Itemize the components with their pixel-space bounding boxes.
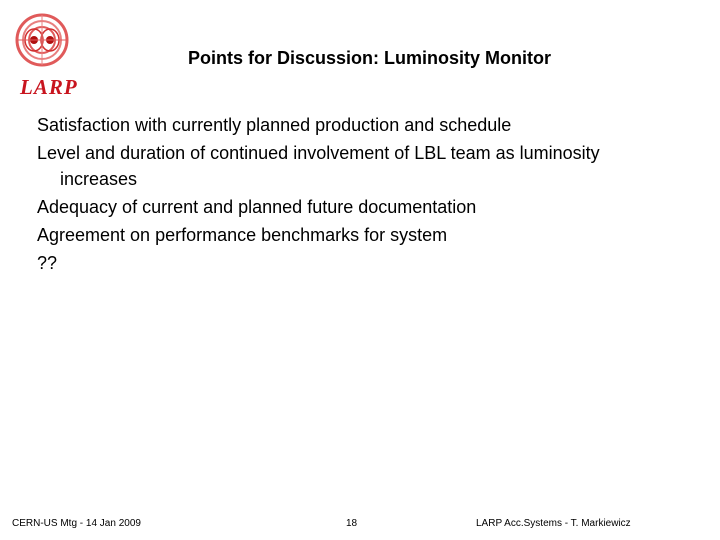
bullet-text-continuation: increases <box>60 169 138 189</box>
bullet-text: Satisfaction with currently planned production and schedule <box>37 115 512 135</box>
slide-title: Points for Discussion: Luminosity Monitor <box>188 48 552 68</box>
bullet-text: Adequacy of current and planned future documentation <box>37 197 477 217</box>
larp-emblem-icon <box>14 12 78 72</box>
bullet-text: Level and duration of continued involvement of LBL team as luminosity <box>37 143 600 163</box>
bullet-item <box>37 112 697 138</box>
bullet-item <box>37 222 697 248</box>
footer-meeting: CERN-US Mtg - 14 Jan 2009 <box>12 518 141 529</box>
larp-logo <box>14 12 78 99</box>
footer-author: LARP Acc.Systems - T. Markiewicz <box>476 518 631 529</box>
logo-wordmark: LARP <box>20 75 78 99</box>
bullet-item <box>37 194 697 220</box>
bullet-item <box>37 140 697 192</box>
bullet-text: Agreement on performance benchmarks for system <box>37 225 448 245</box>
footer-page-number: 18 <box>346 518 358 529</box>
bullet-item <box>37 250 697 276</box>
bullet-text: ?? <box>37 253 58 273</box>
bullet-list <box>37 112 697 278</box>
